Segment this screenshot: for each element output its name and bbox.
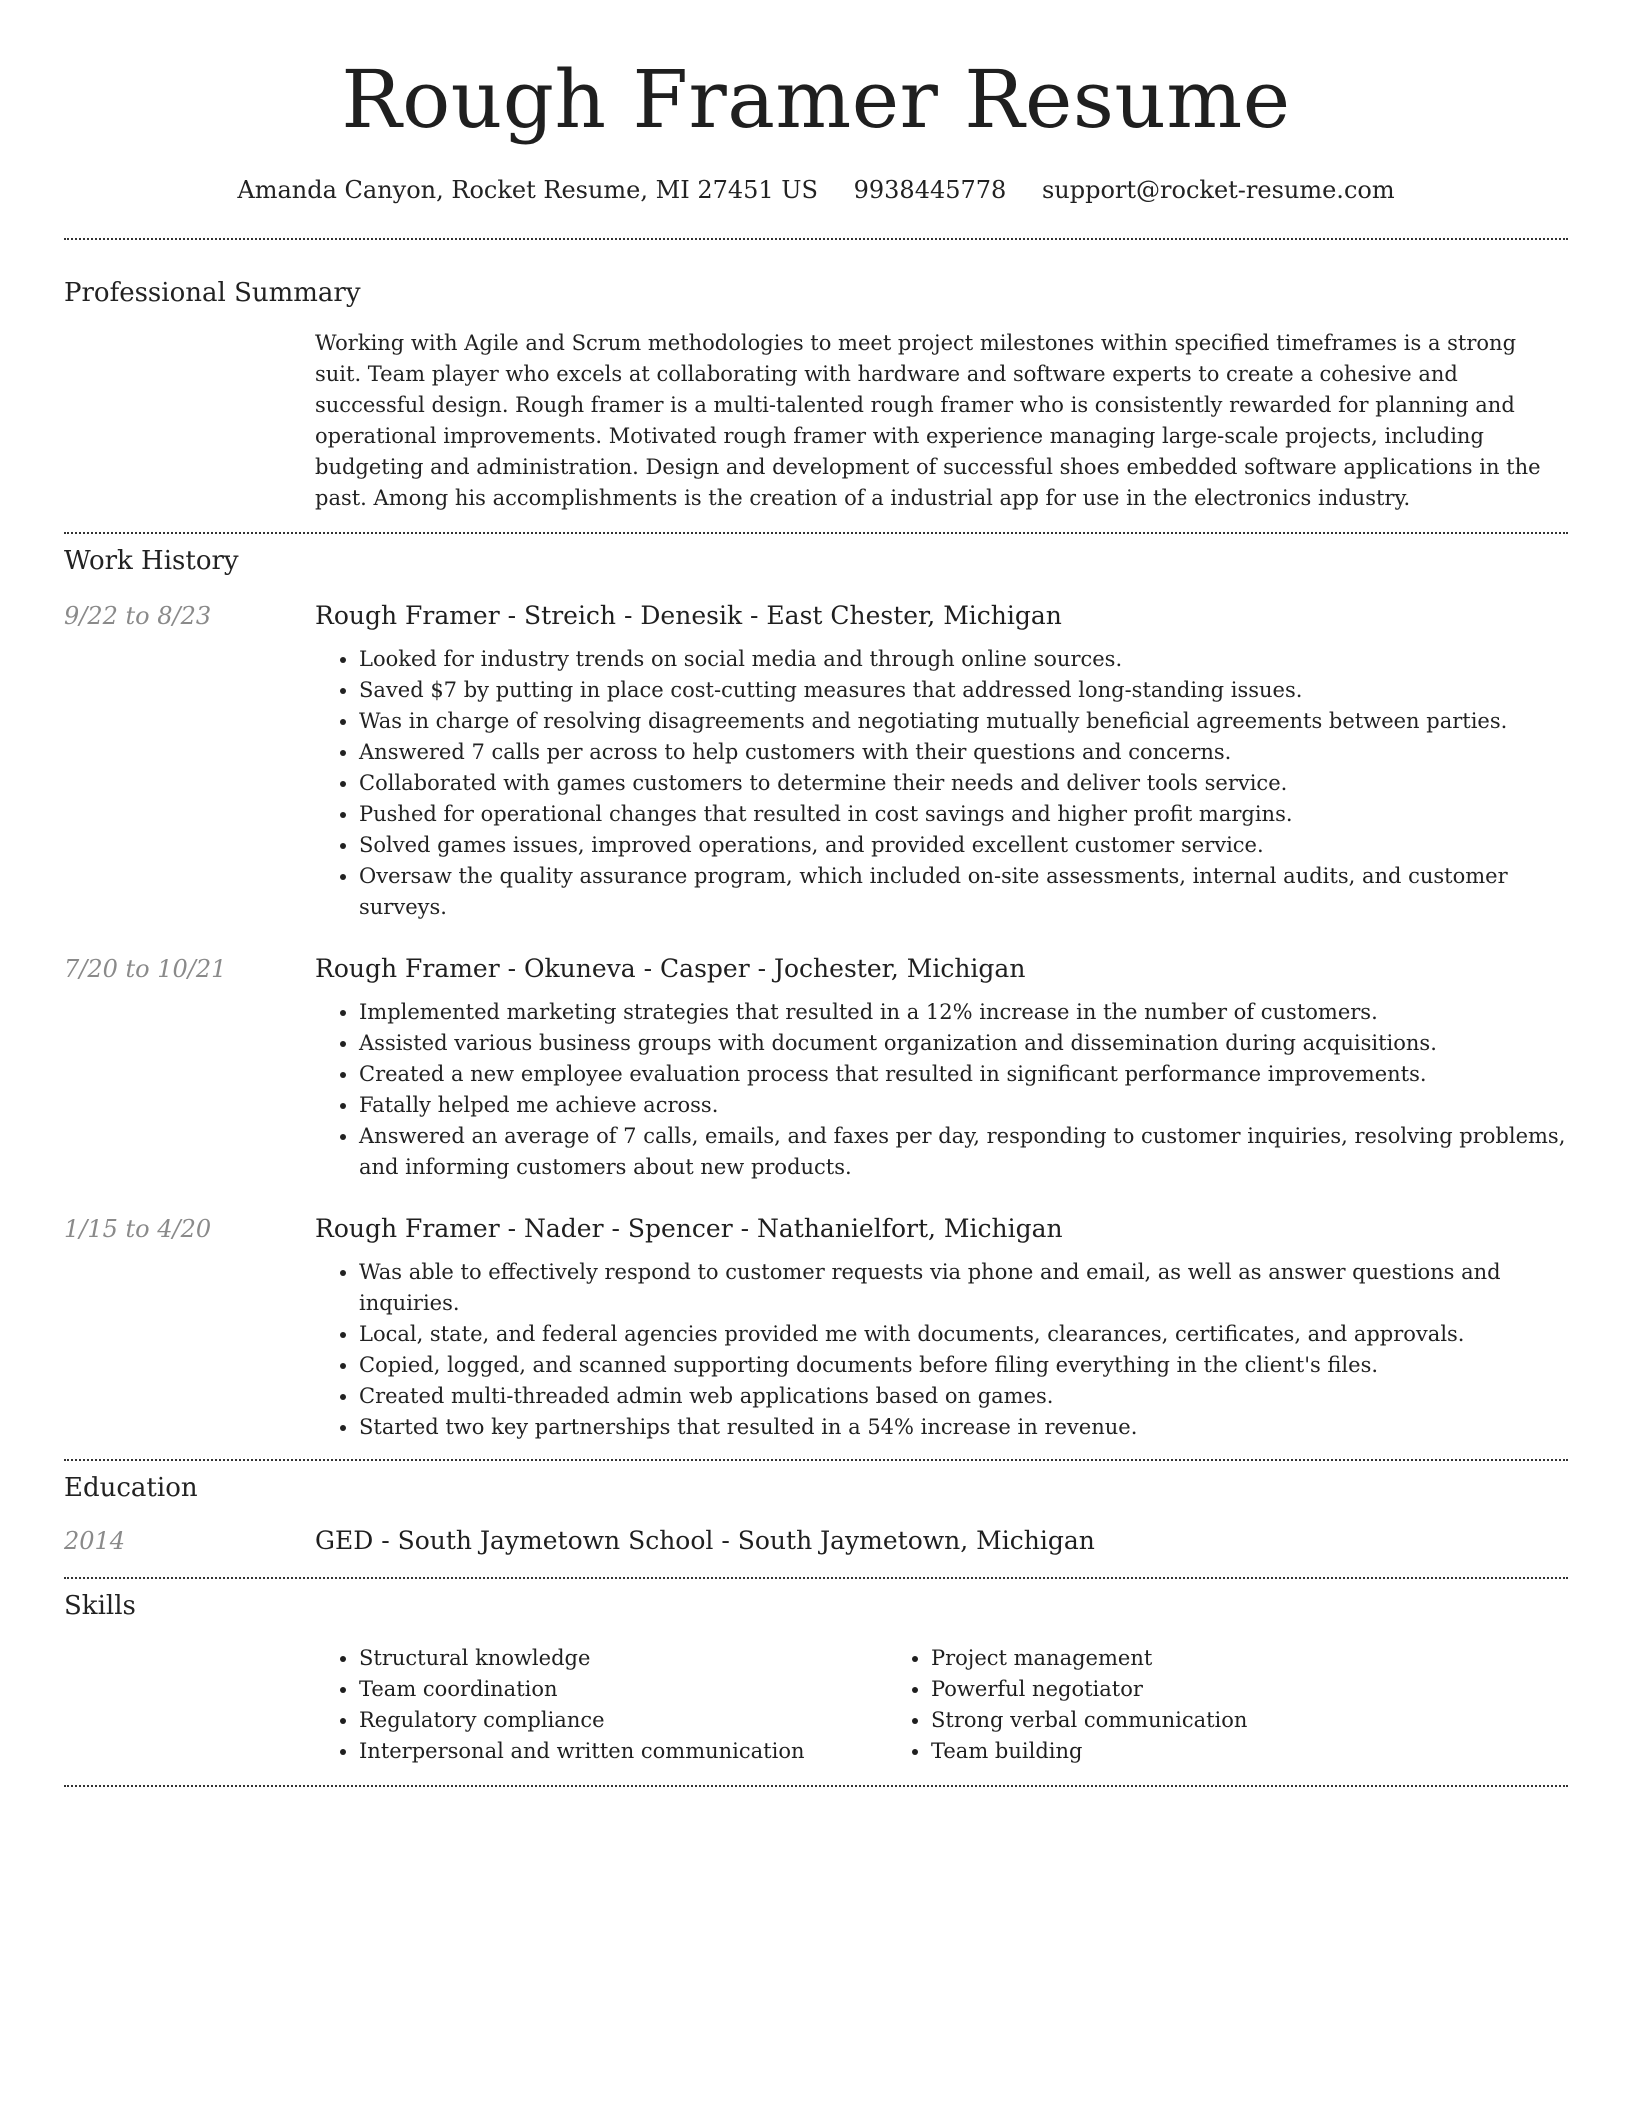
job-title: Rough Framer - Nader - Spencer - Nathanielfort, Michigan — [315, 1214, 1063, 1243]
list-item: • Created a new employee evaluation process that resulted in significant performance improvements. — [359, 1059, 1568, 1090]
list-item: • Pushed for operational changes that resulted in cost savings and higher profit margins. — [359, 799, 1568, 830]
job-entry — [64, 600, 1568, 923]
skills-list-left — [315, 1643, 887, 1767]
job-title: Rough Framer - Streich - Denesik - East Chester, Michigan — [315, 601, 1062, 630]
list-item: • Answered an average of 7 calls, emails, and faxes per day, responding to customer inquiries, resolving problems, and informing customers about new products. — [359, 1121, 1568, 1183]
job-dates: 7/20 to 10/21 — [64, 955, 227, 983]
list-item: • Solved games issues, improved operations, and provided excellent customer service. — [359, 830, 1568, 861]
divider — [64, 238, 1568, 240]
job-bullets — [315, 644, 1568, 923]
skill-item: • Strong verbal communication — [931, 1705, 1459, 1736]
summary-row — [64, 328, 1568, 514]
job-dates: 1/15 to 4/20 — [64, 1215, 212, 1243]
skill-item: • Team building — [931, 1736, 1459, 1767]
job-entry — [64, 1213, 1568, 1443]
divider — [64, 1459, 1568, 1461]
skills-list-right — [887, 1643, 1459, 1767]
contact-line — [64, 176, 1568, 204]
list-item: • Fatally helped me achieve across. — [359, 1090, 1568, 1121]
skill-item: • Project management — [931, 1643, 1459, 1674]
work-history-heading: Work History — [64, 546, 239, 576]
contact-phone: 9938445778 — [853, 176, 1007, 204]
list-item: • Was in charge of resolving disagreements and negotiating mutually beneficial agreements between parties. — [359, 706, 1568, 737]
list-item: • Answered 7 calls per across to help customers with their questions and concerns. — [359, 737, 1568, 768]
divider — [64, 532, 1568, 534]
list-item: • Was able to effectively respond to customer requests via phone and email, as well as answer questions and inquiries. — [359, 1257, 1568, 1319]
summary-heading: Professional Summary — [64, 278, 361, 308]
education-title: GED - South Jaymetown School - South Jaymetown, Michigan — [315, 1526, 1095, 1555]
list-item: • Implemented marketing strategies that resulted in a 12% increase in the number of customers. — [359, 997, 1568, 1028]
contact-address: Amanda Canyon, Rocket Resume, MI 27451 US — [237, 176, 818, 204]
list-item: • Created multi-threaded admin web applications based on games. — [359, 1381, 1568, 1412]
skill-item: • Interpersonal and written communication — [359, 1736, 887, 1767]
divider — [64, 1785, 1568, 1787]
list-item: • Oversaw the quality assurance program, which included on-site assessments, internal audits, and customer surveys. — [359, 861, 1568, 923]
education-heading: Education — [64, 1473, 198, 1503]
list-item: • Collaborated with games customers to determine their needs and deliver tools service. — [359, 768, 1568, 799]
education-year: 2014 — [64, 1527, 126, 1555]
list-item: • Started two key partnerships that resulted in a 54% increase in revenue. — [359, 1412, 1568, 1443]
contact-email: support@rocket-resume.com — [1041, 176, 1395, 204]
education-entry — [64, 1525, 1568, 1557]
job-dates: 9/22 to 8/23 — [64, 602, 212, 630]
list-item: • Copied, logged, and scanned supporting documents before filing everything in the client's files. — [359, 1350, 1568, 1381]
skill-item: • Structural knowledge — [359, 1643, 887, 1674]
skill-item: • Powerful negotiator — [931, 1674, 1459, 1705]
list-item: • Saved $7 by putting in place cost-cutting measures that addressed long-standing issues. — [359, 675, 1568, 706]
job-entry — [64, 953, 1568, 1183]
resume-title: Rough Framer Resume — [341, 53, 1291, 146]
job-bullets — [315, 1257, 1568, 1443]
skills-row — [64, 1643, 1568, 1767]
skills-heading: Skills — [64, 1591, 136, 1621]
job-bullets — [315, 997, 1568, 1183]
summary-text: Working with Agile and Scrum methodologies to meet project milestones within specified timeframes is a strong suit. Team player who excels at collaborating with hardware and software experts to create a cohesive and successful design. Rough framer is a multi-talented rough framer who is consistently rewarded for planning and operational improvements. Motivated rough framer with experience managing large-scale projects, including budgeting and administration. Design and development of successful shoes embedded software applications in the past. Among his accomplishments is the creation of a industrial app for use in the electronics industry. — [315, 331, 1541, 510]
list-item: • Assisted various business groups with document organization and dissemination during acquisitions. — [359, 1028, 1568, 1059]
list-item: • Local, state, and federal agencies provided me with documents, clearances, certificates, and approvals. — [359, 1319, 1568, 1350]
skill-item: • Team coordination — [359, 1674, 887, 1705]
skill-item: • Regulatory compliance — [359, 1705, 887, 1736]
list-item: • Looked for industry trends on social media and through online sources. — [359, 644, 1568, 675]
job-title: Rough Framer - Okuneva - Casper - Jochester, Michigan — [315, 954, 1026, 983]
divider — [64, 1577, 1568, 1579]
